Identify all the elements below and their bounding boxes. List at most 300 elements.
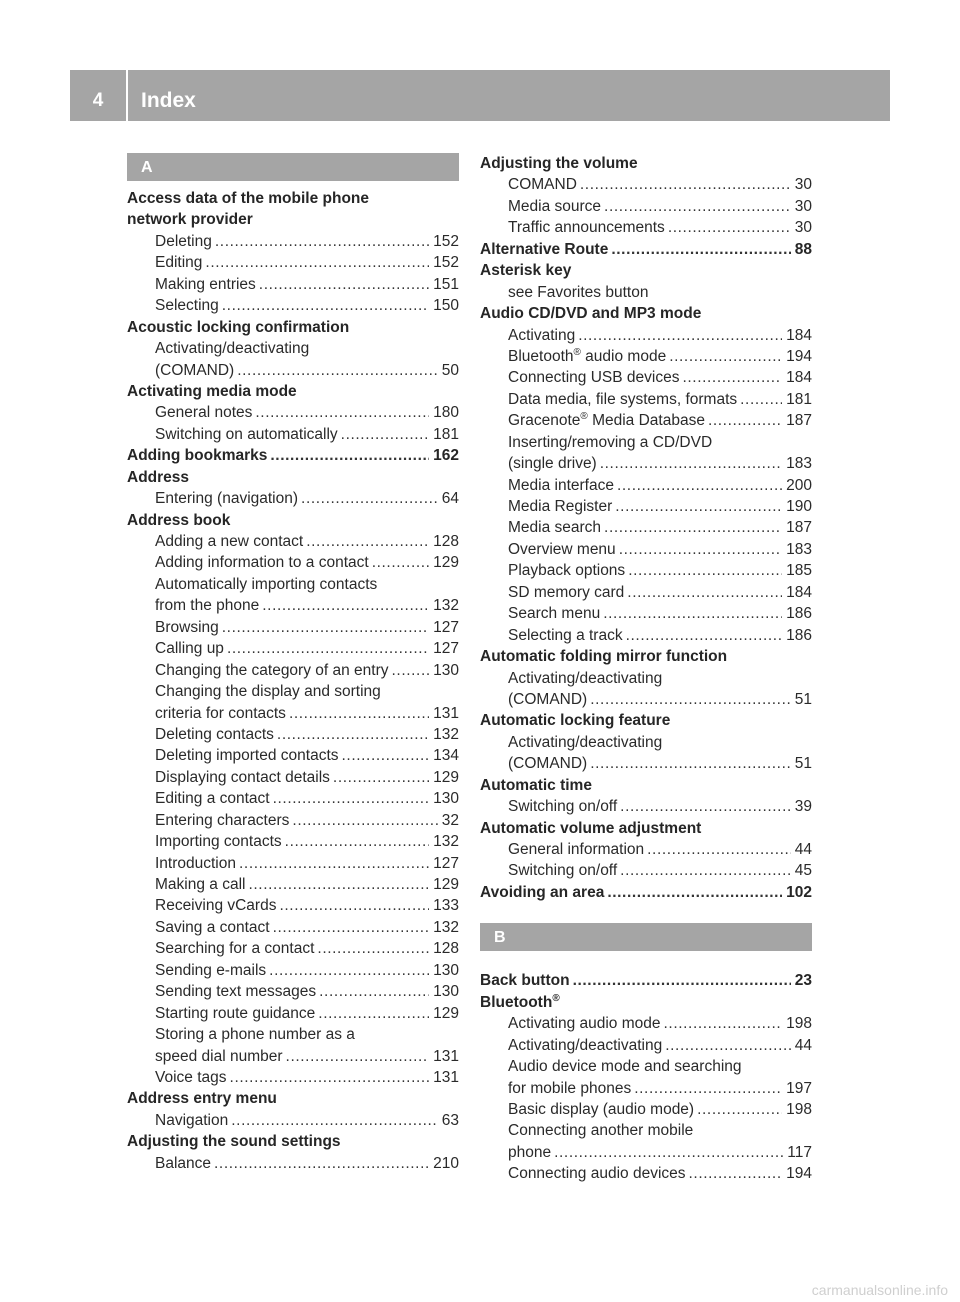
dot-leader — [623, 625, 783, 646]
registered-mark: ® — [573, 346, 581, 358]
entry-label: (COMAND) — [508, 690, 588, 708]
page-reference: 131 — [433, 1068, 459, 1086]
entry-label: Overview menu — [508, 540, 616, 558]
index-subentry — [480, 517, 812, 538]
index-subentry — [127, 895, 459, 916]
entry-label: Alternative Route — [480, 240, 609, 258]
page-reference: 183 — [786, 455, 812, 473]
entry-label: Selecting a track — [508, 626, 623, 644]
index-subentry — [127, 917, 459, 938]
page-reference: 30 — [794, 219, 812, 237]
dot-leader — [276, 895, 429, 916]
page-reference: 198 — [786, 1015, 812, 1033]
page-reference: 131 — [433, 1047, 459, 1065]
dot-leader — [617, 796, 791, 817]
dot-leader — [298, 488, 438, 509]
index-subentry — [127, 745, 459, 766]
index-subentry — [127, 981, 459, 1002]
dot-leader — [211, 1153, 429, 1174]
index-entry — [127, 381, 459, 402]
index-subentry — [127, 531, 459, 552]
dot-leader — [597, 453, 782, 474]
entry-label: Search menu — [508, 605, 601, 623]
dot-leader — [339, 745, 430, 766]
index-subentry — [480, 367, 812, 388]
index-subentry — [480, 282, 812, 303]
watermark: carmanualsonline.info — [811, 1282, 948, 1298]
page-reference: 127 — [433, 640, 459, 658]
page-reference: 30 — [794, 197, 812, 215]
entry-label: Activating/deactivating — [508, 1036, 663, 1054]
page-reference: 44 — [794, 841, 812, 858]
entry-label: Audio CD/DVD and MP3 mode — [480, 305, 702, 323]
page-reference: 198 — [786, 1100, 812, 1118]
index-subentry — [480, 603, 812, 624]
dot-leader — [601, 196, 791, 217]
entry-label: Saving a contact — [155, 918, 270, 936]
index-subentry — [127, 1067, 459, 1088]
dot-leader — [587, 753, 791, 774]
index-subentry — [127, 295, 459, 316]
page-reference: 63 — [441, 1111, 459, 1129]
page-reference: 51 — [794, 755, 812, 773]
index-subentry — [480, 174, 812, 195]
entry-label: Bluetooth® audio mode — [508, 346, 667, 365]
section-header: B — [480, 923, 812, 951]
entry-label: Adding a new contact — [155, 533, 304, 550]
entry-label: Address — [127, 468, 190, 486]
entry-label: Deleting — [155, 232, 212, 250]
dot-leader — [601, 517, 782, 538]
index-subentry — [127, 338, 459, 359]
entry-label: Avoiding an area — [480, 883, 605, 901]
index-subentry — [480, 753, 812, 774]
index-subentry — [480, 453, 812, 474]
entry-label: Switching on/off — [508, 862, 618, 880]
index-subentry — [480, 389, 812, 410]
entry-label: Deleting imported contacts — [155, 747, 339, 765]
dot-leader — [274, 724, 429, 745]
page-reference: 194 — [786, 1165, 812, 1183]
entry-label: Entering (navigation) — [155, 490, 299, 508]
page-reference: 88 — [794, 240, 812, 258]
index-entry — [127, 209, 459, 230]
index-subentry — [127, 424, 459, 445]
entry-label: Data media, file systems, formats — [508, 390, 738, 408]
page-reference: 132 — [433, 833, 459, 851]
entry-label: Inserting/removing a CD/DVD — [508, 433, 713, 451]
page-reference: 30 — [794, 176, 812, 194]
index-subentry — [480, 560, 812, 581]
page-reference: 129 — [433, 554, 459, 572]
index-subentry — [127, 274, 459, 295]
index-subentry — [127, 660, 459, 681]
index-entry — [480, 260, 812, 281]
dot-leader — [614, 475, 782, 496]
index-subentry — [480, 1078, 812, 1099]
index-entry — [480, 882, 812, 903]
dot-leader — [282, 831, 429, 852]
index-subentry — [480, 689, 812, 710]
index-subentry — [480, 1056, 812, 1077]
entry-label: Adding information to a contact — [155, 554, 369, 572]
index-column-right — [480, 153, 812, 1185]
dot-leader — [236, 853, 429, 874]
page-reference: 127 — [433, 618, 459, 636]
entry-label: Receiving vCards — [155, 897, 277, 915]
page-reference: 132 — [433, 725, 459, 743]
index-subentry — [480, 1035, 812, 1056]
index-subentry — [127, 853, 459, 874]
index-subentry — [127, 1003, 459, 1024]
entry-label: Automatic locking feature — [480, 712, 671, 730]
dot-leader — [631, 1078, 782, 1099]
dot-leader — [267, 445, 429, 466]
dot-leader — [577, 174, 791, 195]
dot-leader — [575, 325, 782, 346]
dot-leader — [624, 582, 782, 603]
dot-leader — [270, 788, 430, 809]
index-subentry — [127, 488, 459, 509]
entry-label: Activating/deactivating — [508, 733, 663, 751]
page-reference: 210 — [433, 1154, 459, 1172]
index-entry — [127, 1131, 459, 1152]
entry-label: criteria for contacts — [155, 704, 286, 722]
entry-label: Importing contacts — [155, 833, 282, 851]
entry-label: Sending e-mails — [155, 961, 267, 979]
page-reference: 32 — [441, 811, 459, 829]
index-subentry — [480, 625, 812, 646]
entry-label: Sending text messages — [155, 983, 317, 1001]
index-entry — [480, 646, 812, 667]
dot-leader — [234, 360, 438, 381]
dot-leader — [686, 1163, 783, 1184]
page-reference: 130 — [433, 790, 459, 808]
entry-label: Asterisk key — [480, 262, 572, 280]
index-subentry — [480, 796, 812, 817]
entry-label: (single drive) — [508, 455, 597, 473]
page-reference: 150 — [433, 297, 459, 315]
entry-label: Automatic volume adjustment — [480, 819, 702, 837]
dot-leader — [256, 274, 429, 295]
dot-leader — [315, 1003, 429, 1024]
page-reference: 39 — [794, 798, 812, 816]
index-column-left — [127, 153, 459, 1174]
index-subentry — [480, 860, 812, 881]
entry-label: Address book — [127, 511, 231, 529]
index-entry — [127, 1088, 459, 1109]
page-reference: 44 — [794, 1036, 812, 1054]
entry-label: Voice tags — [155, 1068, 227, 1086]
entry-label: Activating — [508, 326, 576, 344]
index-entry — [127, 188, 459, 209]
dot-leader — [289, 810, 437, 831]
index-subentry — [127, 938, 459, 959]
dot-leader — [612, 496, 782, 517]
index-entry — [480, 710, 812, 731]
page-reference: 133 — [433, 897, 459, 915]
page-reference: 180 — [433, 404, 459, 422]
dot-leader — [644, 839, 791, 860]
index-entry — [480, 992, 812, 1013]
dot-leader — [219, 617, 429, 638]
dot-leader — [286, 703, 429, 724]
page-reference: 64 — [441, 490, 459, 508]
page-reference: 184 — [786, 326, 812, 344]
page-reference: 200 — [786, 476, 812, 494]
entry-label: Access data of the mobile phone — [127, 190, 370, 207]
page-reference: 181 — [786, 390, 812, 408]
page-reference: 45 — [794, 862, 812, 880]
dot-leader — [270, 917, 430, 938]
entry-label: Automatically importing contacts — [155, 575, 378, 593]
entry-label: Audio device mode and searching — [508, 1058, 742, 1076]
entry-label: Activating/deactivating — [155, 340, 310, 358]
page-reference: 129 — [433, 768, 459, 786]
entry-label: General information — [508, 841, 645, 858]
page-reference: 151 — [433, 275, 459, 293]
entry-label: Making entries — [155, 275, 256, 293]
index-subentry — [127, 402, 459, 423]
dot-leader — [694, 1099, 782, 1120]
entry-label: Starting route guidance — [155, 1004, 316, 1022]
dot-leader — [202, 252, 429, 273]
entry-label: Editing a contact — [155, 790, 270, 808]
dot-leader — [679, 367, 782, 388]
entry-label: Adding bookmarks — [127, 447, 268, 465]
page-reference: 184 — [786, 583, 812, 601]
page-reference: 183 — [786, 540, 812, 558]
entry-label: Calling up — [155, 640, 224, 658]
page-reference: 194 — [786, 347, 812, 365]
index-subentry — [480, 1099, 812, 1120]
dot-leader — [224, 638, 429, 659]
index-entry — [480, 775, 812, 796]
dot-leader — [551, 1142, 783, 1163]
entry-label: Browsing — [155, 618, 219, 636]
dot-leader — [219, 295, 429, 316]
page-reference: 130 — [433, 661, 459, 679]
entry-label: Gracenote® Media Database — [508, 411, 705, 430]
index-subentry — [127, 252, 459, 273]
index-subentry — [127, 595, 459, 616]
entry-label: Changing the category of an entry — [155, 661, 389, 679]
dot-leader — [283, 1046, 430, 1067]
index-subentry — [127, 874, 459, 895]
dot-leader — [570, 970, 791, 991]
entry-label: Displaying contact details — [155, 768, 330, 786]
entry-label: COMAND — [508, 176, 577, 194]
dot-leader — [252, 402, 429, 423]
entry-label: see Favorites button — [508, 283, 649, 301]
page-reference: 23 — [794, 972, 812, 990]
index-subentry — [127, 767, 459, 788]
entry-label: (COMAND) — [508, 755, 588, 773]
page-reference: 129 — [433, 1004, 459, 1022]
page-reference: 117 — [787, 1143, 812, 1161]
dot-leader — [616, 539, 782, 560]
index-subentry — [127, 360, 459, 381]
index-entry — [480, 818, 812, 839]
dot-leader — [369, 552, 429, 573]
index-entry — [127, 445, 459, 466]
index-subentry — [480, 410, 812, 431]
index-subentry — [127, 810, 459, 831]
entry-label: Connecting another mobile — [508, 1122, 694, 1140]
page-reference: 184 — [786, 369, 812, 387]
page-reference: 127 — [433, 854, 459, 872]
page-reference: 181 — [433, 425, 459, 443]
index-entry — [127, 510, 459, 531]
index-subentry — [480, 1163, 812, 1184]
entry-label: (COMAND) — [155, 361, 235, 379]
index-subentry — [127, 960, 459, 981]
entry-label: phone — [508, 1143, 552, 1161]
index-subentry — [480, 346, 812, 367]
dot-leader — [587, 689, 791, 710]
dot-leader — [212, 231, 429, 252]
page-number: 4 — [92, 90, 104, 111]
index-subentry — [480, 325, 812, 346]
entry-label: from the phone — [155, 597, 260, 615]
index-subentry — [127, 1153, 459, 1174]
registered-mark: ® — [552, 992, 560, 1004]
index-subentry — [480, 496, 812, 517]
entry-label: Automatic time — [480, 776, 592, 794]
dot-leader — [662, 1035, 791, 1056]
entry-label: Navigation — [155, 1111, 229, 1129]
entry-label: Acoustic locking confirmation — [127, 318, 350, 336]
dot-leader — [266, 960, 429, 981]
entry-label: Switching on/off — [508, 798, 618, 816]
entry-label: Media search — [508, 519, 602, 537]
header-divider — [126, 70, 128, 121]
index-entry — [480, 153, 812, 174]
dot-leader — [245, 874, 429, 895]
index-subentry — [127, 831, 459, 852]
page-reference: 131 — [433, 704, 459, 722]
entry-label: Introduction — [155, 854, 236, 872]
entry-label: SD memory card — [508, 583, 625, 601]
index-subentry — [480, 539, 812, 560]
entry-label: Playback options — [508, 562, 626, 580]
index-entry — [480, 970, 812, 991]
page-reference: 132 — [433, 918, 459, 936]
index-subentry — [127, 681, 459, 702]
section-header: A — [127, 153, 459, 181]
dot-leader — [303, 531, 429, 552]
dot-leader — [705, 410, 782, 431]
dot-leader — [259, 595, 429, 616]
page-header — [70, 70, 890, 121]
dot-leader — [617, 860, 791, 881]
index-subentry — [127, 788, 459, 809]
entry-label: Activating media mode — [127, 382, 297, 400]
dot-leader — [604, 882, 782, 903]
entry-label: network provider — [127, 211, 253, 229]
index-subentry — [480, 582, 812, 603]
index-subentry — [480, 668, 812, 689]
index-subentry — [127, 1046, 459, 1067]
entry-label: Bluetooth® — [480, 992, 560, 1011]
dot-leader — [330, 767, 429, 788]
page-reference: 152 — [433, 232, 459, 250]
page-reference: 152 — [433, 254, 459, 272]
dot-leader — [228, 1110, 438, 1131]
dot-leader — [314, 938, 429, 959]
entry-label: Media Register — [508, 498, 613, 515]
page-reference: 187 — [786, 519, 812, 537]
index-subentry — [480, 217, 812, 238]
page-reference: 132 — [433, 597, 459, 615]
entry-label: Deleting contacts — [155, 725, 274, 743]
index-subentry — [480, 1013, 812, 1034]
entry-label: Media source — [508, 197, 602, 215]
index-subentry — [480, 1120, 812, 1141]
entry-label: Adjusting the volume — [480, 155, 638, 172]
dot-leader — [338, 424, 429, 445]
entry-label: for mobile phones — [508, 1079, 632, 1097]
page-reference: 197 — [786, 1079, 812, 1097]
dot-leader — [625, 560, 782, 581]
entry-label: Traffic announcements — [508, 219, 665, 237]
page-reference: 187 — [786, 412, 812, 430]
entry-label: Changing the display and sorting — [155, 683, 381, 701]
dot-leader — [608, 239, 790, 260]
page-reference: 134 — [433, 747, 459, 765]
page-reference: 186 — [786, 605, 812, 623]
index-subentry — [127, 1110, 459, 1131]
page-reference: 128 — [433, 940, 459, 958]
index-subentry — [127, 724, 459, 745]
entry-label: Switching on automatically — [155, 425, 338, 443]
page-reference: 128 — [433, 533, 459, 550]
entry-label: Adjusting the sound settings — [127, 1133, 341, 1151]
page-reference: 130 — [433, 961, 459, 979]
index-subentry — [127, 1024, 459, 1045]
dot-leader — [389, 660, 430, 681]
index-subentry — [480, 839, 812, 860]
page-reference: 162 — [433, 447, 459, 465]
page-reference: 186 — [786, 626, 812, 644]
index-subentry — [480, 196, 812, 217]
page-reference: 51 — [794, 690, 812, 708]
index-subentry — [127, 703, 459, 724]
index-subentry — [480, 475, 812, 496]
dot-leader — [665, 217, 791, 238]
page-title: Index — [141, 89, 196, 112]
index-subentry — [480, 1142, 812, 1163]
entry-label: Back button — [480, 972, 570, 990]
index-subentry — [127, 231, 459, 252]
dot-leader — [600, 603, 782, 624]
entry-label: Automatic folding mirror function — [480, 648, 728, 666]
index-subentry — [127, 552, 459, 573]
entry-label: Basic display (audio mode) — [508, 1100, 695, 1118]
index-subentry — [127, 617, 459, 638]
dot-leader — [737, 389, 782, 410]
entry-label: Searching for a contact — [155, 940, 315, 958]
index-subentry — [127, 574, 459, 595]
index-entry — [127, 467, 459, 488]
entry-label: Activating audio mode — [508, 1015, 661, 1033]
dot-leader — [316, 981, 429, 1002]
entry-label: Making a call — [155, 876, 246, 893]
entry-label: Activating/deactivating — [508, 669, 663, 687]
index-entry — [480, 239, 812, 260]
entry-label: Storing a phone number as a — [155, 1026, 355, 1044]
page-reference: 102 — [786, 883, 812, 901]
